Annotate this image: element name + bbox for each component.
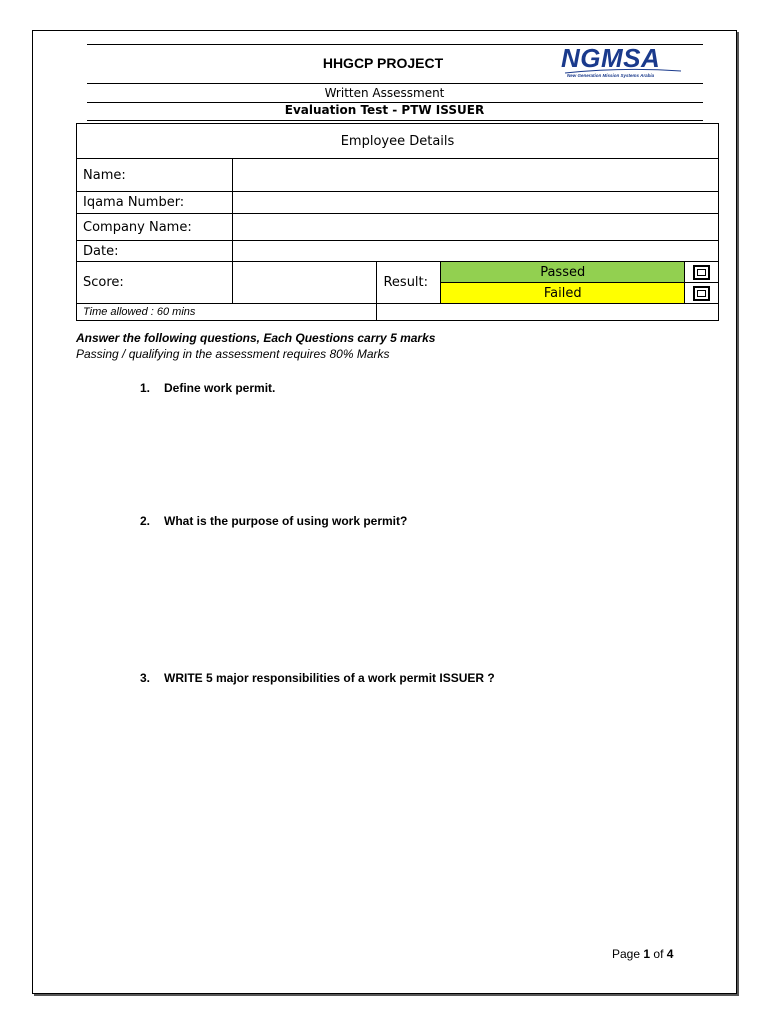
page-word: Page: [612, 947, 641, 961]
employee-details-table: [76, 123, 719, 321]
checkbox-icon: [693, 286, 710, 301]
time-allowed: Time allowed : 60 mins: [77, 304, 377, 321]
question-text: What is the purpose of using work permit?: [164, 514, 408, 528]
logo-text: NGMSA: [561, 43, 661, 73]
logo-tagline: New Generation Mission Systems Arabia: [567, 73, 655, 78]
question-number: 1.: [140, 381, 151, 395]
iqama-label: Iqama Number:: [77, 192, 233, 214]
question-text: WRITE 5 major responsibilities of a work permit ISSUER ?: [164, 671, 495, 685]
assessment-subtitle: Written Assessment: [324, 86, 445, 100]
failed-option: Failed: [441, 283, 685, 304]
score-field[interactable]: [232, 262, 377, 304]
checkbox-icon: [693, 265, 710, 280]
question-number: 3.: [140, 671, 151, 685]
score-label: Score:: [77, 262, 233, 304]
company-field[interactable]: [232, 214, 718, 241]
passed-option: Passed: [441, 262, 685, 283]
total-pages: 4: [666, 947, 674, 961]
page-number: [612, 947, 673, 961]
passed-checkbox[interactable]: [685, 262, 719, 283]
header-rule: [87, 83, 703, 84]
header-rule: [87, 120, 703, 121]
of-word: of: [653, 947, 664, 961]
instructions-marks: Answer the following questions, Each Questions carry 5 marks: [76, 331, 436, 345]
time-row-blank: [377, 304, 719, 321]
evaluation-title: Evaluation Test - PTW ISSUER: [284, 103, 485, 117]
name-field[interactable]: [232, 159, 718, 192]
company-label: Company Name:: [77, 214, 233, 241]
result-label: Result:: [377, 262, 441, 304]
document-page: [32, 30, 737, 994]
question-number: 2.: [140, 514, 151, 528]
ngmsa-logo: [561, 45, 691, 85]
date-field[interactable]: [232, 241, 718, 262]
question-1: [140, 381, 275, 395]
iqama-field[interactable]: [232, 192, 718, 214]
project-title: HHGCP PROJECT: [322, 55, 444, 71]
question-2: [140, 514, 407, 528]
date-label: Date:: [77, 241, 233, 262]
current-page: 1: [643, 947, 651, 961]
failed-checkbox[interactable]: [685, 283, 719, 304]
question-3: [140, 671, 495, 685]
logo-swoosh-icon: [563, 67, 683, 75]
question-text: Define work permit.: [164, 381, 276, 395]
name-label: Name:: [77, 159, 233, 192]
employee-details-heading: Employee Details: [77, 124, 719, 159]
instructions-passing: Passing / qualifying in the assessment requires 80% Marks: [76, 347, 390, 361]
